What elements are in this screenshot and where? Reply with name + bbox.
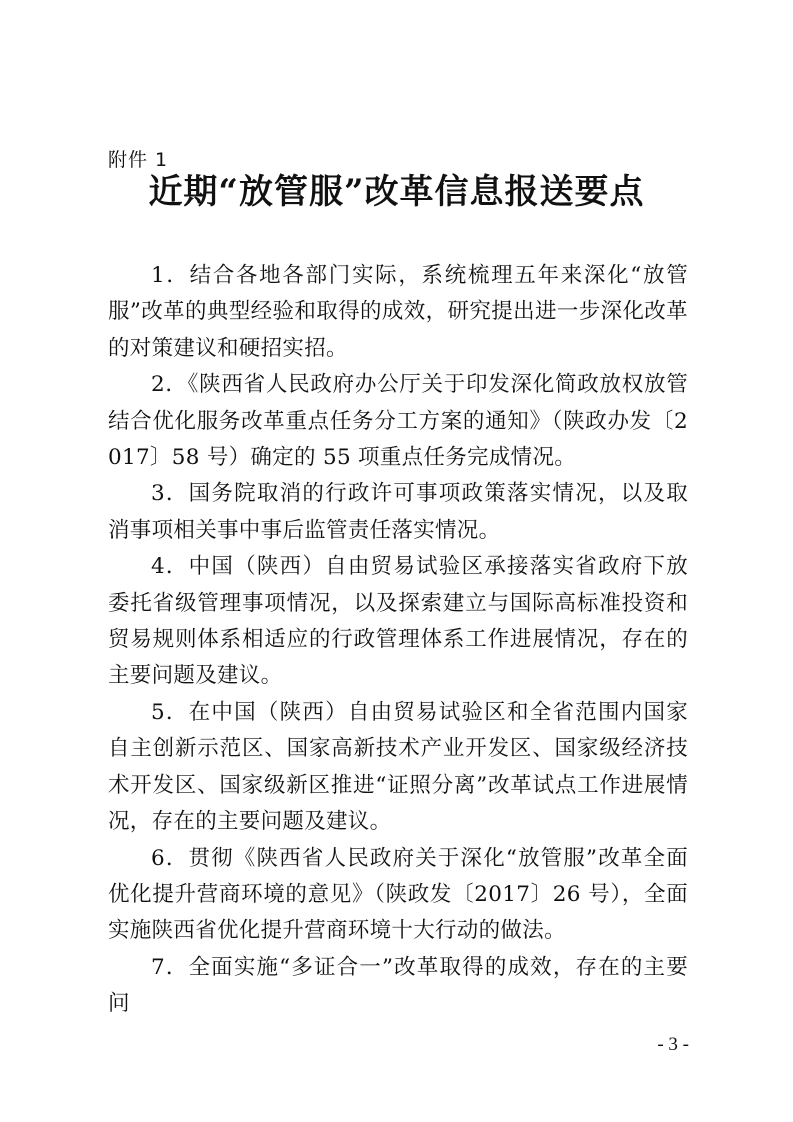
paragraph-item-5: 5．在中国（陕西）自由贸易试验区和全省范围内国家自主创新示范区、国家高新技术产业开发区、国家级经济技术开发区、国家级新区推进“证照分离”改革试点工作进展情况，存在的主要问题及建议。 [108,699,688,835]
paragraph-item-6: 6．贯彻《陕西省人民政府关于深化“放管服”改革全面优化提升营商环境的意见》（陕政发〔2017〕26 号），全面实施陕西省优化提升营商环境十大行动的做法。 [108,845,688,944]
document-body [108,258,688,1023]
paragraph-item-7: 7．全面实施“多证合一”改革取得的成效，存在的主要问 [108,954,688,1017]
paragraph-item-3: 3．国务院取消的行政许可事项政策落实情况，以及取消事项相关事中事后监管责任落实情况。 [108,481,688,543]
paragraph-item-1: 1．结合各地各部门实际，系统梳理五年来深化“放管服”改革的典型经验和取得的成效，研究提出进一步深化改革的对策建议和硬招实招。 [108,263,688,361]
page-number: - 3 - [657,1034,689,1055]
paragraph-item-4: 4．中国（陕西）自由贸易试验区承接落实省政府下放委托省级管理事项情况，以及探索建立与国际高标准投资和贸易规则体系相适应的行政管理体系工作进展情况，存在的主要问题及建议。 [108,554,688,689]
attachment-label: 附件 1 [108,149,169,171]
document-title: 近期“放管服”改革信息报送要点 [148,172,645,212]
paragraph-item-2: 2．《陕西省人民政府办公厅关于印发深化简政放权放管结合优化服务改革重点任务分工方案的通知》（陕政办发〔2017〕58 号）确定的 55 项重点任务完成情况。 [108,372,688,471]
